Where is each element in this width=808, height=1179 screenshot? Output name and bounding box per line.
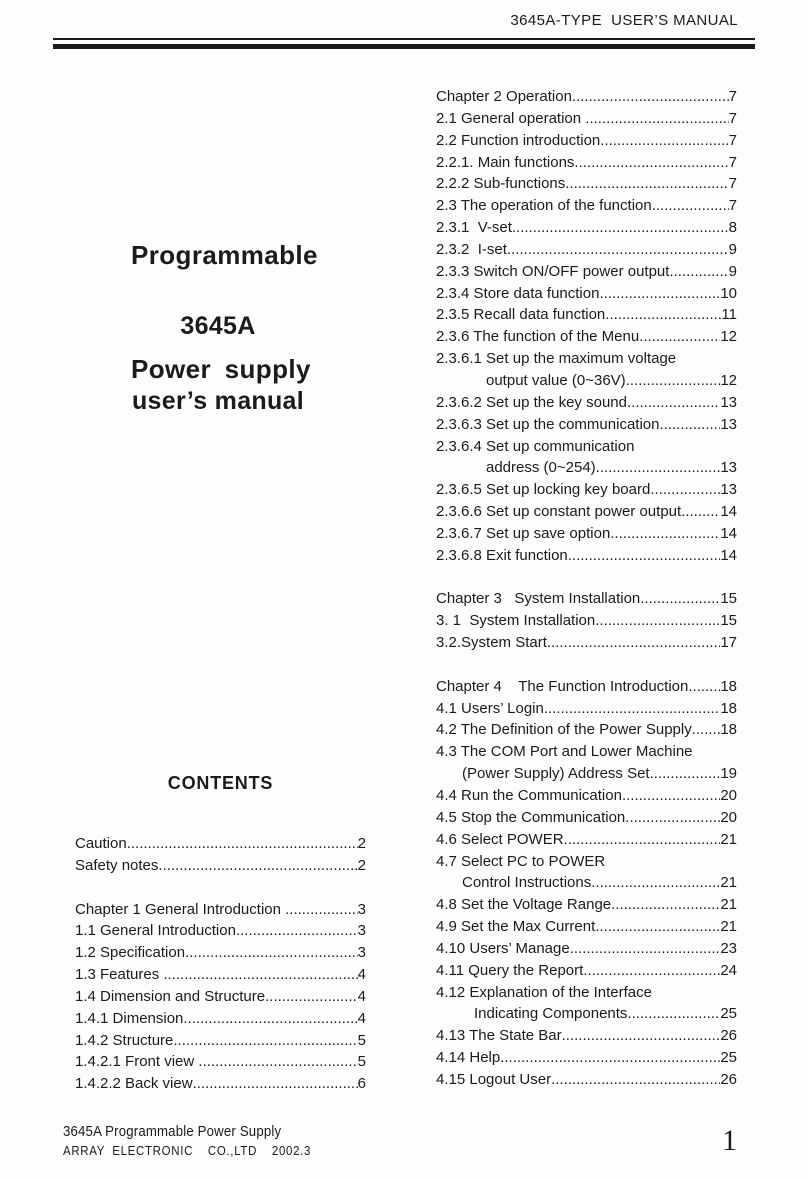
toc-entry-text: 4.5 Stop the Communication (436, 808, 626, 826)
toc-entry-text: 4.11 Query the Report (436, 961, 584, 979)
toc-leader-dots (659, 414, 720, 436)
toc-entry-text: 4.2 The Definition of the Power Supply (436, 721, 692, 739)
toc-entry-text: 1.4 Dimension and Structure (75, 987, 266, 1005)
toc-entry (436, 916, 737, 938)
toc-entry-text: 1.4.2.2 Back view (75, 1075, 193, 1093)
toc-leader-dots (544, 698, 720, 720)
toc-entry (436, 501, 737, 523)
toc-leader-dots (610, 523, 720, 545)
toc-entry (75, 1073, 366, 1095)
toc-entry (436, 741, 737, 763)
toc-leader-dots (562, 1025, 721, 1047)
toc-page-number: 2 (357, 835, 366, 852)
toc-page-number: 4 (357, 987, 366, 1005)
toc-entry (436, 239, 737, 261)
toc-entry-text: 3.2.System Start (436, 634, 547, 652)
toc-entry-text: 4.13 The State Bar (436, 1027, 562, 1045)
toc-entry-text: 2.3.6.4 Set up communication (436, 437, 635, 455)
toc-entry (436, 610, 737, 632)
toc-leader-dots (507, 239, 729, 261)
toc-leader-dots (688, 676, 720, 698)
contents-heading: CONTENTS (167, 773, 274, 793)
toc-page-number: 7 (728, 175, 737, 193)
toc-entry-text: 1.4.2 Structure (75, 1031, 174, 1049)
toc-entry-text: 4.15 Logout User (436, 1070, 552, 1088)
toc-page-number: 13 (720, 415, 737, 433)
toc-entry (75, 942, 366, 964)
toc-entry-text: 1.4.2.1 Front view (75, 1053, 199, 1071)
toc-page-number: 15 (720, 612, 737, 630)
toc-page-number: 7 (728, 109, 737, 127)
toc-leader-dots (600, 130, 728, 152)
toc-entry-text: Chapter 4 The Function Introduction (436, 677, 689, 695)
toc-column-left (75, 833, 366, 1095)
toc-entry (436, 632, 737, 654)
toc-entry-text: 1.1 General Introduction (75, 922, 236, 940)
toc-leader-dots (574, 152, 728, 174)
toc-entry-text: 4.7 Select PC to POWER (436, 852, 606, 870)
toc-page-number: 9 (728, 262, 737, 280)
toc-entry (436, 392, 737, 414)
toc-page-number: 3 (357, 900, 366, 918)
toc-entry (436, 479, 737, 501)
toc-page-number: 18 (720, 699, 737, 717)
toc-entry (436, 370, 737, 392)
toc-entry (75, 1051, 366, 1073)
toc-entry-text: Control Instructions (462, 874, 592, 892)
cover-subtitle-line2: user’s manual (131, 387, 305, 415)
toc-page-number: 11 (721, 306, 737, 324)
toc-page-number: 14 (720, 503, 737, 521)
toc-leader-dots (127, 833, 358, 855)
toc-entry-text: 4.1 Users’ Login (436, 699, 544, 717)
toc-page-number: 13 (720, 393, 737, 411)
toc-leader-dots (681, 501, 720, 523)
toc-entry-text: 2.3.6.3 Set up the communication (436, 415, 660, 433)
toc-page-number: 25 (720, 1005, 737, 1023)
toc-entry (436, 1047, 737, 1069)
toc-entry (75, 1008, 366, 1030)
toc-entry-text: Chapter 1 General Introduction (75, 900, 286, 918)
toc-leader-dots (500, 1047, 720, 1069)
toc-page-number: 7 (728, 197, 737, 215)
toc-entry-text: 4.9 Set the Max Current (436, 918, 596, 936)
toc-page-number: 4 (357, 1009, 366, 1027)
toc-entry (436, 872, 737, 894)
toc-entry (436, 1025, 737, 1047)
toc-leader-dots (185, 942, 358, 964)
toc-entry-text: 4.8 Set the Voltage Range (436, 896, 612, 914)
toc-entry-text: 4.12 Explanation of the Interface (436, 983, 652, 1001)
toc-gap (436, 654, 737, 676)
toc-entry (436, 217, 737, 239)
toc-entry (75, 855, 366, 877)
toc-entry-text: (Power Supply) Address Set (462, 765, 650, 783)
toc-page-number: 12 (720, 328, 737, 346)
toc-page-number: 18 (720, 721, 737, 739)
toc-entry (436, 348, 737, 370)
toc-page-number: 18 (720, 677, 737, 695)
toc-entry (436, 960, 737, 982)
footer-company-line: ARRAY ELECTRONIC CO.,LTD 2002.3 (63, 1143, 312, 1158)
toc-entry (436, 1003, 737, 1025)
toc-page-number: 20 (720, 787, 737, 804)
toc-leader-dots (265, 986, 358, 1008)
footer (63, 1121, 311, 1159)
toc-entry-text: 2.3.6.7 Set up save option (436, 524, 611, 542)
toc-page-number: 10 (720, 284, 737, 302)
toc-page-number: 7 (728, 131, 737, 149)
toc-entry-text: 2.1 General operation (436, 109, 586, 127)
toc-entry-text: 2.3.3 Switch ON/OFF power output (436, 262, 670, 280)
toc-page-number: 23 (720, 939, 737, 957)
toc-gap (436, 567, 737, 589)
toc-page-number: 6 (357, 1075, 366, 1093)
toc-page-number: 21 (720, 896, 737, 914)
toc-entry (436, 108, 737, 130)
toc-leader-dots (652, 195, 729, 217)
toc-entry (436, 195, 737, 217)
toc-page-number: 19 (720, 765, 737, 783)
toc-page-number: 21 (720, 918, 737, 936)
toc-leader-dots (163, 964, 357, 986)
toc-entry-text: Caution (75, 835, 127, 852)
toc-entry (436, 261, 737, 283)
toc-leader-dots (650, 763, 721, 785)
toc-entry (436, 588, 737, 610)
header-title: 3645A-TYPE USER’S MANUAL (510, 12, 738, 29)
toc-leader-dots (564, 829, 721, 851)
toc-leader-dots (183, 1008, 357, 1030)
toc-entry (436, 676, 737, 698)
toc-leader-dots (158, 855, 357, 877)
toc-page-number: 2 (357, 856, 366, 874)
toc-entry (75, 833, 366, 855)
toc-leader-dots (595, 610, 720, 632)
toc-entry (75, 964, 366, 986)
toc-leader-dots (596, 457, 721, 479)
toc-entry-text: 4.10 Users’ Manage (436, 939, 570, 957)
toc-entry-text: 1.4.1 Dimension (75, 1009, 184, 1027)
toc-entry (436, 894, 737, 916)
toc-leader-dots (639, 326, 720, 348)
toc-entry-text: 2.3.6.6 Set up constant power output (436, 503, 682, 521)
toc-entry (75, 920, 366, 942)
toc-entry-text: 2.2 Function introduction (436, 131, 601, 149)
toc-entry-text: Chapter 2 Operation (436, 88, 572, 105)
toc-leader-dots (572, 86, 729, 108)
toc-entry (436, 763, 737, 785)
toc-page-number: 13 (720, 481, 737, 499)
toc-page-number: 17 (720, 634, 737, 652)
toc-entry-text: Indicating Components (474, 1005, 628, 1023)
toc-entry (436, 982, 737, 1004)
toc-page-number: 5 (357, 1031, 366, 1049)
toc-page-number: 9 (728, 240, 737, 258)
toc-entry (436, 326, 737, 348)
toc-leader-dots (627, 392, 720, 414)
toc-page-number: 3 (357, 922, 366, 940)
toc-entry-text: 3. 1 System Installation (436, 612, 596, 630)
toc-entry (436, 851, 737, 873)
cover-title-line2: Power supply (131, 354, 311, 384)
toc-leader-dots (650, 479, 720, 501)
toc-entry (436, 436, 737, 458)
toc-leader-dots (591, 872, 720, 894)
toc-page-number: 5 (357, 1053, 366, 1071)
toc-entry-text: Safety notes (75, 856, 159, 874)
toc-entry (436, 938, 737, 960)
toc-leader-dots (622, 785, 720, 807)
toc-leader-dots (565, 173, 728, 195)
toc-leader-dots (640, 588, 720, 610)
toc-entry (436, 173, 737, 195)
toc-leader-dots (198, 1051, 357, 1073)
toc-page-number: 26 (720, 1027, 737, 1045)
toc-leader-dots (595, 916, 720, 938)
toc-page-number: 14 (720, 546, 737, 564)
toc-entry-text: 2.3.6.5 Set up locking key board (436, 481, 651, 499)
toc-entry-text: 4.6 Select POWER (436, 830, 564, 848)
toc-page-number: 21 (720, 874, 737, 892)
toc-entry-text: address (0~254) (486, 459, 596, 477)
toc-entry-text: 2.3.5 Recall data function (436, 306, 606, 324)
toc-leader-dots (599, 283, 720, 305)
toc-entry-text: 2.3.1 V-set (436, 219, 512, 237)
toc-leader-dots (583, 960, 720, 982)
toc-entry (436, 414, 737, 436)
toc-entry (75, 899, 366, 921)
toc-leader-dots (625, 807, 720, 829)
toc-entry (436, 698, 737, 720)
toc-entry-text: 1.2 Specification (75, 944, 186, 962)
toc-page-number: 21 (720, 830, 737, 848)
toc-entry (436, 283, 737, 305)
toc-entry-text: 2.3.6.1 Set up the maximum voltage (436, 350, 677, 368)
toc-leader-dots (611, 894, 720, 916)
toc-entry-text: 2.2.2 Sub-functions (436, 175, 566, 193)
toc-leader-dots (568, 545, 721, 567)
toc-entry (436, 829, 737, 851)
toc-page-number: 4 (357, 966, 366, 984)
cover-subtitle (129, 264, 307, 464)
toc-entry-text: 1.3 Features (75, 966, 164, 984)
toc-entry-text: Chapter 3 System Installation (436, 590, 641, 608)
toc-entry-text: 2.3.6.2 Set up the key sound (436, 393, 627, 411)
toc-page-number: 20 (720, 808, 737, 826)
toc-page-number: 14 (720, 524, 737, 542)
toc-entry (436, 457, 737, 479)
toc-leader-dots (512, 217, 729, 239)
toc-entry-text: 2.3 The operation of the function (436, 197, 652, 215)
toc-page-number: 12 (720, 371, 737, 389)
footer-product-line: 3645A Programmable Power Supply (63, 1123, 282, 1140)
toc-entry (436, 1069, 737, 1091)
toc-leader-dots (669, 261, 728, 283)
toc-entry-text: output value (0~36V) (486, 371, 626, 389)
header-rule (53, 38, 755, 49)
toc-entry (75, 1030, 366, 1052)
toc-page-number: 7 (728, 153, 737, 171)
header-rule-thick-line (53, 44, 755, 49)
toc-entry (436, 719, 737, 741)
toc-leader-dots (605, 304, 721, 326)
toc-page-number: 24 (720, 961, 737, 979)
toc-entry-text: 2.2.1. Main functions (436, 153, 575, 171)
toc-page-number: 13 (720, 459, 737, 477)
toc-leader-dots (285, 899, 358, 921)
toc-entry-text: 4.4 Run the Communication (436, 787, 622, 804)
toc-gap (75, 877, 366, 899)
toc-leader-dots (627, 1003, 720, 1025)
toc-page-number: 7 (728, 88, 737, 105)
toc-entry-text: 2.3.4 Store data function (436, 284, 600, 302)
toc-entry-text: 2.3.6 The function of the Menu (436, 328, 640, 346)
toc-entry (436, 304, 737, 326)
toc-leader-dots (173, 1030, 357, 1052)
toc-leader-dots (551, 1069, 720, 1091)
toc-page-number: 15 (720, 590, 737, 608)
toc-leader-dots (547, 632, 720, 654)
toc-leader-dots (585, 108, 728, 130)
toc-column-right (436, 86, 737, 1091)
toc-entry (436, 523, 737, 545)
toc-entry (436, 152, 737, 174)
toc-page-number: 8 (728, 219, 737, 237)
toc-leader-dots (692, 719, 721, 741)
toc-leader-dots (626, 370, 721, 392)
toc-entry (436, 130, 737, 152)
toc-page-number: 26 (720, 1070, 737, 1088)
toc-leader-dots (570, 938, 721, 960)
toc-entry (436, 86, 737, 108)
toc-entry-text: 4.14 Help (436, 1049, 501, 1067)
cover-subtitle-line1: 3645A (180, 312, 256, 340)
toc-page-number: 3 (357, 944, 366, 962)
toc-leader-dots (236, 920, 358, 942)
toc-entry-text: 2.3.6.8 Exit function (436, 546, 568, 564)
cover-title-line1: Programmable (131, 240, 318, 270)
page-number: 1 (722, 1124, 737, 1157)
toc-entry-text: 2.3.2 I-set (436, 240, 507, 258)
toc-entry (436, 785, 737, 807)
toc-entry (436, 807, 737, 829)
toc-entry-text: 4.3 The COM Port and Lower Machine (436, 743, 693, 761)
toc-entry (436, 545, 737, 567)
toc-leader-dots (193, 1073, 358, 1095)
toc-entry (75, 986, 366, 1008)
toc-page-number: 25 (720, 1049, 737, 1067)
